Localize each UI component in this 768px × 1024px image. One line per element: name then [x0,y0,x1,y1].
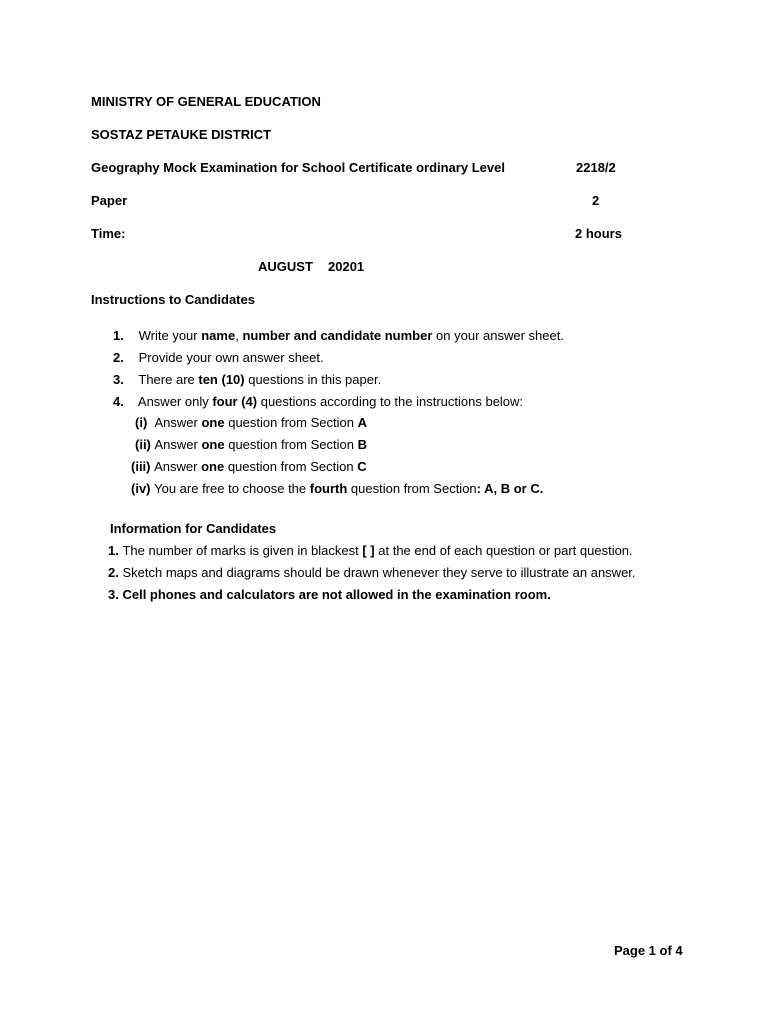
instruction-number: 2. [113,350,124,365]
sub-instruction-item [131,481,543,497]
sub-instruction-number: (ii) [135,437,151,452]
sub-instruction-text: question from Section [224,459,358,474]
instruction-text: There are [138,372,199,387]
sub-instruction-bold: one [201,437,225,452]
information-item [108,587,551,603]
sub-instruction-number: (iii) [131,459,151,474]
exam-month: AUGUST [258,259,313,274]
information-bold: [ ] [362,543,375,558]
instruction-text: , [235,328,243,343]
sub-instruction-bold: : A, B or C. [476,481,544,496]
instruction-text: questions according to the instructions below: [257,394,524,409]
page-number: Page 1 of 4 [614,943,683,958]
ministry-title: MINISTRY OF GENERAL EDUCATION [91,94,321,109]
exam-title: Geography Mock Examination for School Certificate ordinary Level [91,160,505,175]
instruction-text: on your answer sheet. [432,328,564,343]
sub-instruction-bold: fourth [309,481,348,496]
information-text: at the end of each question or part question. [374,543,633,558]
information-number: 2. [108,565,119,580]
instruction-bold: number and candidate number [242,328,433,343]
instruction-number: 4. [113,394,124,409]
sub-instruction-number: (iv) [131,481,151,496]
exam-code: 2218/2 [576,160,616,175]
paper-value: 2 [592,193,600,208]
information-item [108,565,636,581]
time-value: 2 hours [575,226,622,241]
sub-instruction-text: Answer [154,415,202,430]
paper-label: Paper [91,193,128,208]
sub-instruction-text: question from Section [347,481,477,496]
instruction-item [113,350,324,366]
sub-instruction-text: You are free to choose the [154,481,310,496]
information-text: The number of marks is given in blackest [122,543,363,558]
time-label: Time: [91,226,126,241]
instruction-text: Provide your own answer sheet. [138,350,324,365]
instruction-item [113,394,523,410]
instruction-text: questions in this paper. [244,372,382,387]
instructions-heading: Instructions to Candidates [91,292,255,307]
district-title: SOSTAZ PETAUKE DISTRICT [91,127,272,142]
instruction-number: 1. [113,328,124,343]
exam-year: 20201 [328,259,365,274]
instruction-bold: name [201,328,236,343]
information-bold: Cell phones and calculators are not allowed in the examination room. [122,587,551,602]
information-heading: Information for Candidates [110,521,277,536]
instruction-item [113,328,564,344]
sub-instruction-bold: one [201,415,225,430]
sub-instruction-bold: A [357,415,367,430]
sub-instruction-bold: C [357,459,367,474]
sub-instruction-bold: B [357,437,367,452]
sub-instruction-item [135,437,367,453]
instruction-bold: four (4) [212,394,258,409]
sub-instruction-text: Answer [154,459,202,474]
sub-instruction-text: question from Section [224,415,358,430]
sub-instruction-number: (i) [135,415,148,430]
sub-instruction-text: question from Section [224,437,358,452]
information-number: 3. [108,587,119,602]
sub-instruction-bold: one [201,459,225,474]
sub-instruction-text: Answer [154,437,202,452]
sub-instruction-item [131,459,367,475]
sub-instruction-item [135,415,367,431]
instruction-text: Answer only [137,394,213,409]
information-item [108,543,633,559]
information-text: Sketch maps and diagrams should be drawn whenever they serve to illustrate an answer. [122,565,636,580]
instruction-item [113,372,381,388]
information-number: 1. [108,543,119,558]
instruction-bold: ten (10) [198,372,245,387]
instruction-text: Write your [138,328,202,343]
instruction-number: 3. [113,372,124,387]
